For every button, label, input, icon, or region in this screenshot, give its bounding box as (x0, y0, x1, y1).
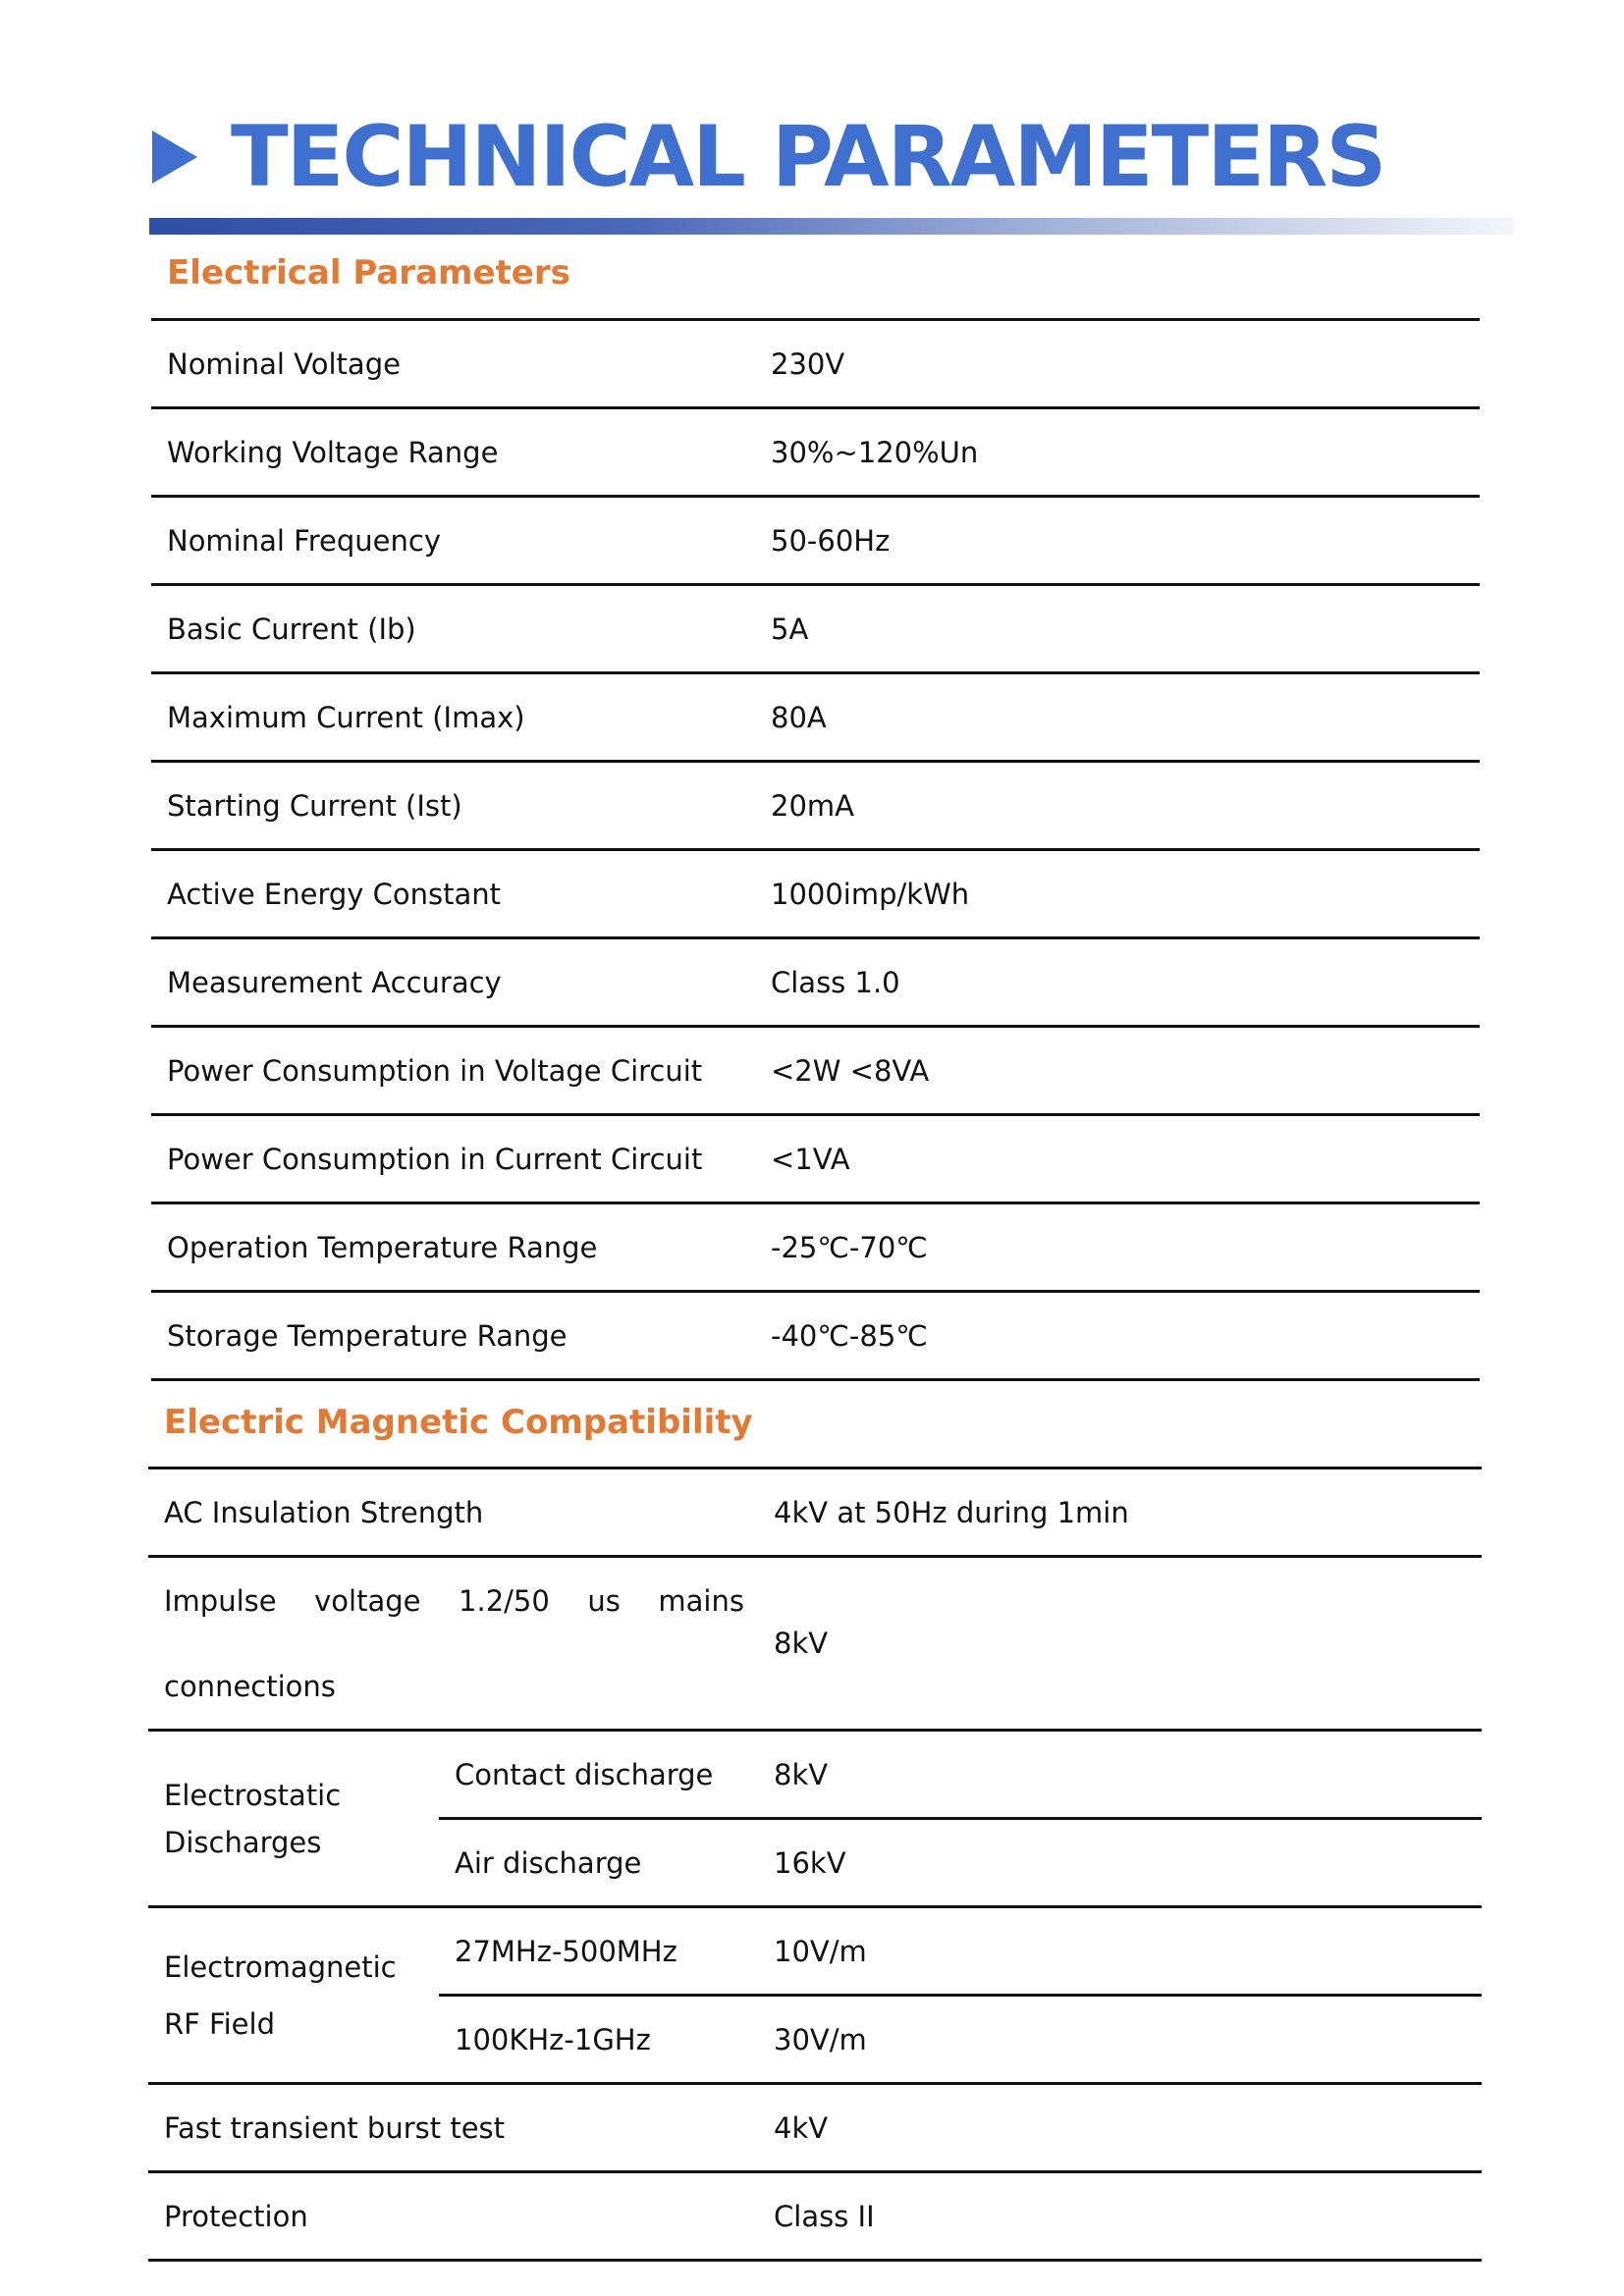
sub-param-label: 100KHz-1GHz (439, 1996, 758, 2084)
label-line: Electrostatic (164, 1778, 342, 1812)
section-title-electrical: Electrical Parameters (167, 253, 570, 293)
label-word: voltage (314, 1583, 421, 1618)
param-value: -25℃-70℃ (755, 1203, 1480, 1292)
label-word: mains (658, 1583, 744, 1618)
sub-param-label: Contact discharge (439, 1731, 758, 1819)
label-word: 1.2/50 (459, 1583, 550, 1618)
table-row (148, 1731, 1482, 1819)
param-value: <1VA (755, 1115, 1480, 1203)
param-label: Measurement Accuracy (151, 938, 755, 1027)
param-value: 30V/m (758, 1996, 1482, 2084)
table-row (151, 673, 1480, 762)
param-label: Nominal Voltage (151, 320, 755, 408)
param-label: Operation Temperature Range (151, 1203, 755, 1292)
param-label: AC Insulation Strength (148, 1468, 758, 1557)
param-value: Class II (758, 2172, 1482, 2261)
param-label: Power Consumption in Voltage Circuit (151, 1027, 755, 1115)
param-label: Working Voltage Range (151, 408, 755, 497)
param-label: Maximum Current (Imax) (151, 673, 755, 762)
param-value: 5A (755, 585, 1480, 673)
table-row (151, 497, 1480, 585)
param-value: -40℃-85℃ (755, 1292, 1480, 1380)
page-title: TECHNICAL PARAMETERS (231, 108, 1385, 206)
table-row (151, 938, 1480, 1027)
param-value: 16kV (758, 1819, 1482, 1907)
param-group-label (148, 1907, 439, 2084)
param-value: 4kV (758, 2084, 1482, 2172)
param-label: Protection (148, 2172, 758, 2261)
page-heading (152, 98, 1384, 216)
table-row (151, 850, 1480, 938)
table-row (151, 585, 1480, 673)
param-value: 30%~120%Un (755, 408, 1480, 497)
table-row (151, 762, 1480, 850)
table-row (151, 320, 1480, 408)
param-value: <2W <8VA (755, 1027, 1480, 1115)
sub-param-label: 27MHz-500MHz (439, 1907, 758, 1996)
section-title-emc: Electric Magnetic Compatibility (164, 1403, 753, 1442)
param-label: Fast transient burst test (148, 2084, 758, 2172)
title-gradient-bar (149, 218, 1514, 235)
label-line: Electromagnetic (164, 1949, 397, 1984)
electrical-parameters-table (151, 318, 1480, 1381)
label-word: Impulse (164, 1583, 277, 1618)
label-line: RF Field (164, 2006, 275, 2041)
param-label-impulse (148, 1557, 758, 1731)
param-label: Nominal Frequency (151, 497, 755, 585)
param-label: Active Energy Constant (151, 850, 755, 938)
param-label: Storage Temperature Range (151, 1292, 755, 1380)
param-value: 80A (755, 673, 1480, 762)
sub-param-label: Air discharge (439, 1819, 758, 1907)
table-row (151, 1292, 1480, 1380)
param-label: Basic Current (Ib) (151, 585, 755, 673)
param-value: 8kV (758, 1731, 1482, 1819)
param-value: 1000imp/kWh (755, 850, 1480, 938)
param-value: 8kV (758, 1557, 1482, 1731)
param-value: Class 1.0 (755, 938, 1480, 1027)
label-word: us (587, 1583, 621, 1618)
table-row (148, 1468, 1482, 1557)
param-value: 4kV at 50Hz during 1min (758, 1468, 1482, 1557)
param-group-label (148, 1731, 439, 1907)
play-arrow-icon (152, 131, 197, 184)
table-row (151, 1115, 1480, 1203)
param-value: 230V (755, 320, 1480, 408)
param-value: 20mA (755, 762, 1480, 850)
emc-table (148, 1467, 1482, 2262)
param-value: 50-60Hz (755, 497, 1480, 585)
label-line: connections (164, 1669, 336, 1703)
table-row (151, 1027, 1480, 1115)
label-line: Discharges (164, 1825, 322, 1859)
param-label: Starting Current (Ist) (151, 762, 755, 850)
table-row (148, 1557, 1482, 1731)
param-value: 10V/m (758, 1907, 1482, 1996)
table-row (151, 1203, 1480, 1292)
table-row (148, 1907, 1482, 1996)
param-label: Power Consumption in Current Circuit (151, 1115, 755, 1203)
table-row (148, 2084, 1482, 2172)
table-row (148, 2172, 1482, 2261)
table-row (151, 408, 1480, 497)
